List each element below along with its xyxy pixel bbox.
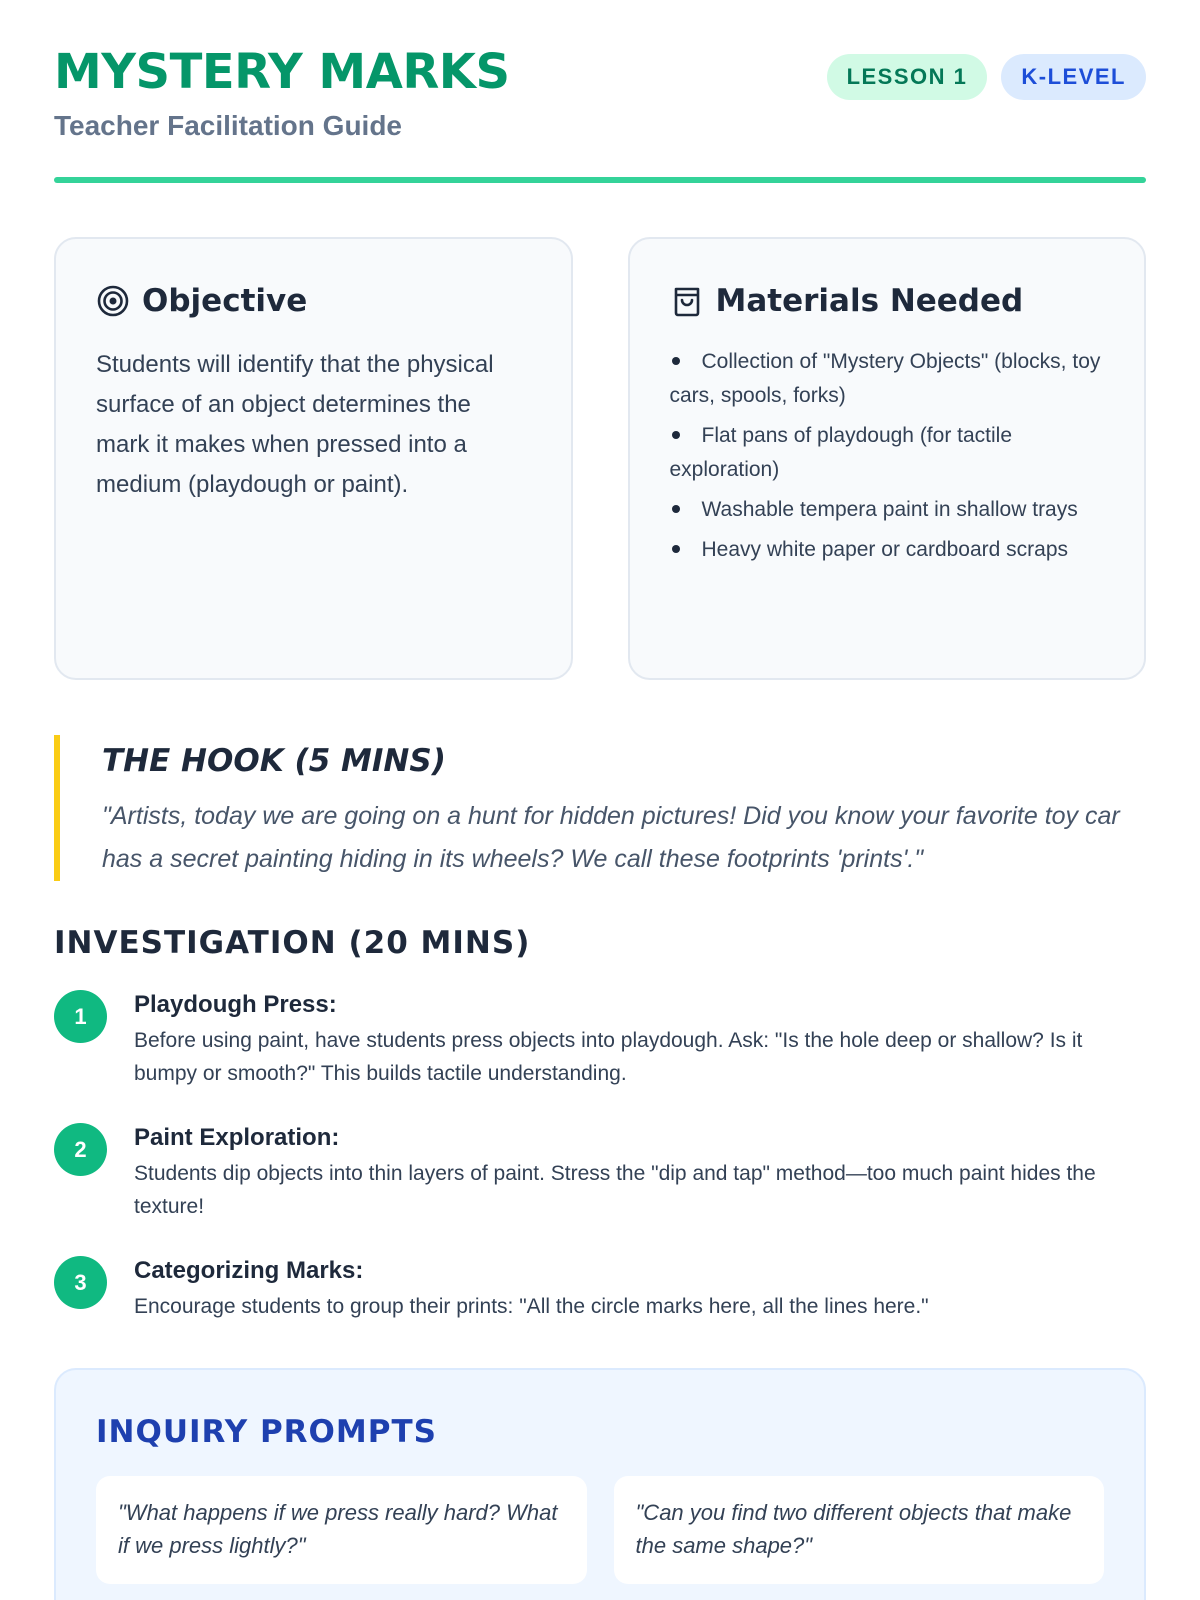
investigation-title: INVESTIGATION (20 MINS) [54,925,531,961]
inquiry-section [54,1368,1146,1600]
step-body: Encourage students to group their prints: "All the circle marks here, all the lines here." [134,1295,929,1318]
badge-group [827,54,1146,100]
page-header [54,0,1146,184]
materials-item-text: Heavy white paper or cardboard scraps [701,538,1069,561]
info-cards [54,237,1146,680]
step-heading: Paint Exploration: [134,1124,340,1151]
target-icon [96,284,130,318]
inquiry-prompts [96,1476,1104,1584]
objective-heading [96,283,531,319]
investigation-steps [54,990,1146,1389]
step-item [54,1123,1146,1256]
level-badge: K-LEVEL [1001,54,1146,100]
step-number: 1 [54,990,107,1043]
inquiry-prompt: "What happens if we press really hard? What if we press lightly?" [96,1476,587,1584]
inquiry-title: INQUIRY PROMPTS [96,1414,437,1450]
materials-list [670,345,1105,567]
materials-heading [670,283,1105,319]
step-body: Before using paint, have students press objects into playdough. Ask: "Is the hole deep or shallow? Is it bumpy or smooth?" This builds tactile understanding. [134,1029,1083,1085]
step-number: 2 [54,1123,107,1176]
header-divider [54,177,1146,183]
shopping-bag-icon [670,284,704,318]
objective-text: Students will identify that the physical surface of an object determines the mark it makes when pressed into a medium (playdough or paint). [96,351,494,498]
materials-card [628,237,1147,680]
materials-item-text: Flat pans of playdough (for tactile exploration) [669,424,1013,481]
page-title: MYSTERY MARKS [54,44,510,100]
hook-quote: "Artists, today we are going on a hunt for hidden pictures! Did you know your favorite toy car has a secret painting hiding in its wheels? We call these footprints 'prints'." [102,802,1120,873]
list-item [670,345,1105,413]
materials-title: Materials Needed [715,283,1024,319]
materials-item-text: Collection of "Mystery Objects" (blocks, toy cars, spools, forks) [669,350,1101,407]
lesson-badge: LESSON 1 [827,54,988,100]
step-body: Students dip objects into thin layers of paint. Stress the "dip and tap" method—too much paint hides the texture! [134,1162,1096,1218]
step-number: 3 [54,1256,107,1309]
list-item [670,493,1105,527]
materials-item-text: Washable tempera paint in shallow trays [701,498,1078,521]
list-item [670,533,1105,567]
inquiry-prompt: "Can you find two different objects that make the same shape?" [614,1476,1105,1584]
list-item [670,419,1105,487]
step-item [54,990,1146,1123]
page-subtitle: Teacher Facilitation Guide [54,110,403,141]
objective-card [54,237,573,680]
step-heading: Categorizing Marks: [134,1257,364,1284]
hook-title: THE HOOK (5 MINS) [102,743,446,779]
step-heading: Playdough Press: [134,991,337,1018]
objective-title: Objective [142,283,308,319]
hook-section [54,735,1146,881]
